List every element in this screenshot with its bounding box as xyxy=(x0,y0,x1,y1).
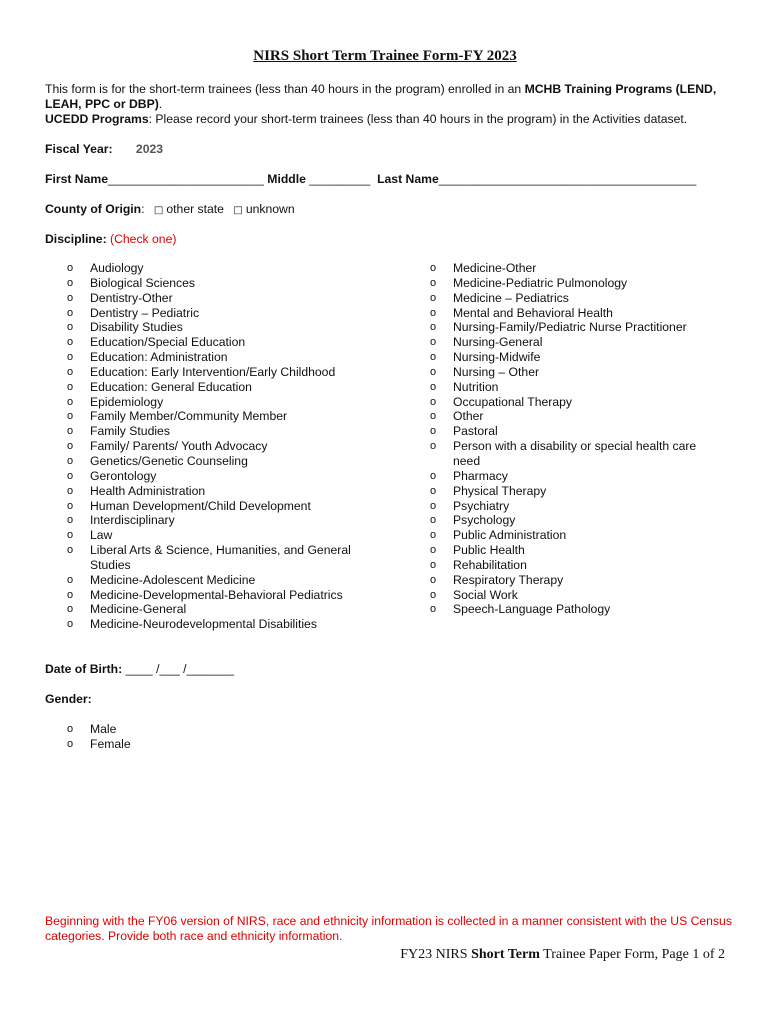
discipline-option[interactable] xyxy=(408,365,718,380)
radio-circle-icon[interactable]: o xyxy=(67,499,74,512)
radio-circle-icon[interactable]: o xyxy=(430,588,437,601)
discipline-option[interactable] xyxy=(408,573,718,588)
radio-circle-icon[interactable]: o xyxy=(430,351,437,364)
radio-circle-icon[interactable]: o xyxy=(67,484,74,497)
discipline-option-label: Family Studies xyxy=(90,424,170,439)
gender-option-label: Male xyxy=(90,722,117,736)
radio-circle-icon[interactable]: o xyxy=(430,440,437,453)
discipline-option-label: Law xyxy=(90,528,113,543)
discipline-option[interactable] xyxy=(408,424,718,439)
radio-circle-icon[interactable]: o xyxy=(67,262,74,274)
discipline-option[interactable] xyxy=(45,261,365,276)
radio-circle-icon[interactable]: o xyxy=(430,558,437,571)
discipline-option-label: Nursing-Family/Pediatric Nurse Practitioner xyxy=(453,320,687,335)
radio-circle-icon[interactable]: o xyxy=(430,573,437,586)
discipline-option[interactable] xyxy=(45,439,365,454)
county-option-unknown: unknown xyxy=(245,202,295,216)
radio-circle-icon[interactable]: o xyxy=(67,425,74,438)
discipline-option-label: Liberal Arts & Science, Humanities, and General Studies xyxy=(90,543,351,572)
discipline-option[interactable] xyxy=(45,276,365,291)
discipline-option[interactable] xyxy=(408,380,718,395)
discipline-option-label: Other xyxy=(453,409,484,424)
radio-circle-icon[interactable]: o xyxy=(430,484,437,497)
discipline-option[interactable] xyxy=(408,439,718,469)
discipline-option[interactable] xyxy=(45,350,365,365)
discipline-option-label: Nursing-General xyxy=(453,335,543,350)
discipline-option[interactable] xyxy=(45,513,365,528)
page-footer xyxy=(400,947,725,963)
gender-option-label: Female xyxy=(90,736,131,751)
discipline-option-label: Medicine-Adolescent Medicine xyxy=(90,572,256,587)
discipline-list-left xyxy=(45,261,365,632)
intro-text xyxy=(45,82,735,127)
radio-circle-icon[interactable]: o xyxy=(430,603,437,616)
radio-circle-icon[interactable]: o xyxy=(67,737,74,750)
radio-circle-icon[interactable]: o xyxy=(67,618,74,631)
radio-circle-icon[interactable]: o xyxy=(67,529,74,542)
discipline-option-label: Public Health xyxy=(453,543,525,558)
radio-circle-icon[interactable]: o xyxy=(67,588,74,601)
radio-circle-icon[interactable]: o xyxy=(67,306,74,319)
radio-circle-icon[interactable]: o xyxy=(430,544,437,557)
dob-label: Date of Birth: xyxy=(45,662,123,676)
discipline-option-label: Genetics/Genetic Counseling xyxy=(90,453,248,468)
gender-options xyxy=(45,722,245,752)
discipline-option-label: Health Administration xyxy=(90,483,206,498)
radio-circle-icon[interactable]: o xyxy=(430,410,437,423)
discipline-option[interactable] xyxy=(408,306,718,321)
discipline-list-right xyxy=(408,261,718,617)
discipline-option[interactable] xyxy=(408,469,718,484)
discipline-option-label: Mental and Behavioral Health xyxy=(453,305,613,320)
discipline-option[interactable] xyxy=(45,335,365,350)
radio-circle-icon[interactable]: o xyxy=(67,469,74,482)
discipline-option[interactable] xyxy=(45,588,365,603)
discipline-option[interactable] xyxy=(408,276,718,291)
radio-circle-icon[interactable]: o xyxy=(67,276,74,289)
discipline-option-label: Epidemiology xyxy=(90,394,164,409)
discipline-option[interactable] xyxy=(408,499,718,514)
dob-field[interactable]: ____ /___ /_______ xyxy=(125,662,235,676)
discipline-option-label: Nutrition xyxy=(453,379,499,394)
name-row xyxy=(45,172,696,186)
discipline-option[interactable] xyxy=(408,513,718,528)
radio-circle-icon[interactable]: o xyxy=(67,410,74,423)
radio-circle-icon[interactable]: o xyxy=(430,499,437,512)
discipline-option[interactable] xyxy=(45,409,365,424)
radio-circle-icon[interactable]: o xyxy=(67,514,74,527)
radio-circle-icon[interactable]: o xyxy=(67,395,74,408)
discipline-option-label: Dentistry-Other xyxy=(90,290,173,305)
discipline-option-label: Education: Early Intervention/Early Childhood xyxy=(90,364,336,379)
discipline-option[interactable] xyxy=(45,617,365,632)
discipline-option-label: Nursing – Other xyxy=(453,364,540,379)
gender-option[interactable] xyxy=(45,737,245,752)
discipline-option[interactable] xyxy=(408,350,718,365)
discipline-option-label: Education: General Education xyxy=(90,379,252,394)
gender-label: Gender: xyxy=(45,692,92,706)
discipline-option-label: Respiratory Therapy xyxy=(453,572,564,587)
discipline-option[interactable] xyxy=(45,424,365,439)
discipline-option[interactable] xyxy=(408,528,718,543)
gender-heading xyxy=(45,692,92,706)
discipline-option-label: Medicine-Developmental-Behavioral Pediatrics xyxy=(90,587,343,602)
discipline-option[interactable] xyxy=(45,365,365,380)
discipline-option-label: Family Member/Community Member xyxy=(90,409,288,424)
first-name-label: First Name xyxy=(45,172,108,186)
discipline-option-label: Biological Sciences xyxy=(90,275,196,290)
gender-option[interactable] xyxy=(45,722,245,737)
first-name-field[interactable]: _______________________ xyxy=(108,172,264,186)
radio-circle-icon[interactable]: o xyxy=(430,336,437,349)
intro-line1-end: . xyxy=(158,97,163,111)
intro-programs: MCHB Training Programs (LEND, LEAH, PPC or DBP) xyxy=(45,82,717,111)
county-option-other-state: other state xyxy=(166,202,224,216)
discipline-option-label: Audiology xyxy=(90,261,144,275)
discipline-option[interactable] xyxy=(45,543,365,573)
fiscal-year-label: Fiscal Year: xyxy=(45,142,113,156)
discipline-option-label: Psychology xyxy=(453,513,516,528)
discipline-option[interactable] xyxy=(408,543,718,558)
discipline-option[interactable] xyxy=(45,528,365,543)
radio-circle-icon[interactable]: o xyxy=(67,440,74,453)
last-name-label: Last Name xyxy=(377,172,439,186)
radio-circle-icon[interactable]: o xyxy=(67,603,74,616)
discipline-option[interactable] xyxy=(408,588,718,603)
discipline-option-label: Speech-Language Pathology xyxy=(453,602,611,617)
footer-bold: Short Term xyxy=(471,947,540,962)
footer-start: FY23 NIRS xyxy=(400,947,472,962)
intro-line1-start: This form is for the short-term trainees (less than 40 hours in the program) enrolled in an xyxy=(45,82,525,96)
county-colon: : xyxy=(141,202,145,216)
discipline-option-label: Disability Studies xyxy=(90,320,183,335)
radio-circle-icon[interactable]: o xyxy=(430,321,437,334)
discipline-option-label: Public Administration xyxy=(453,528,567,543)
discipline-option-label: Medicine-Neurodevelopmental Disabilities xyxy=(90,617,317,632)
radio-circle-icon[interactable]: o xyxy=(67,573,74,586)
discipline-option-label: Dentistry – Pediatric xyxy=(90,305,200,320)
discipline-option[interactable] xyxy=(45,484,365,499)
discipline-option-label: Medicine-General xyxy=(90,602,187,617)
radio-circle-icon[interactable]: o xyxy=(67,544,74,557)
discipline-option[interactable] xyxy=(408,291,718,306)
discipline-option-label: Medicine-Other xyxy=(453,261,537,275)
last-name-field[interactable]: ______________________________________ xyxy=(438,172,697,186)
radio-circle-icon[interactable]: o xyxy=(430,365,437,378)
county-row xyxy=(45,202,295,216)
discipline-option-label: Person with a disability or special health care need xyxy=(453,439,697,468)
discipline-option[interactable] xyxy=(45,380,365,395)
discipline-option-label: Nursing-Midwife xyxy=(453,350,541,365)
discipline-option[interactable] xyxy=(45,320,365,335)
discipline-option-label: Social Work xyxy=(453,587,518,602)
radio-circle-icon[interactable]: o xyxy=(430,291,437,304)
discipline-option-label: Psychiatry xyxy=(453,498,510,513)
radio-circle-icon[interactable]: o xyxy=(67,291,74,304)
discipline-option-label: Medicine – Pediatrics xyxy=(453,290,569,305)
discipline-option[interactable] xyxy=(408,320,718,335)
discipline-option-label: Medicine-Pediatric Pulmonology xyxy=(453,275,628,290)
discipline-option-label: Rehabilitation xyxy=(453,557,527,572)
intro-line2-rest: : Please record your short-term trainees (less than 40 hours in the program) in the Activities dataset. xyxy=(148,112,688,126)
discipline-option[interactable] xyxy=(408,558,718,573)
discipline-option-label: Gerontology xyxy=(90,468,157,483)
radio-circle-icon[interactable]: o xyxy=(430,395,437,408)
discipline-option[interactable] xyxy=(45,395,365,410)
discipline-option-label: Physical Therapy xyxy=(453,483,547,498)
discipline-heading xyxy=(45,232,176,246)
discipline-option[interactable] xyxy=(45,306,365,321)
middle-name-field[interactable]: _________ xyxy=(309,172,371,186)
discipline-option-label: Pharmacy xyxy=(453,468,508,483)
radio-circle-icon[interactable]: o xyxy=(67,351,74,364)
radio-circle-icon[interactable]: o xyxy=(430,262,437,274)
radio-circle-icon[interactable]: o xyxy=(67,365,74,378)
intro-ucedd: UCEDD Programs xyxy=(45,112,149,126)
discipline-option[interactable] xyxy=(408,261,718,276)
discipline-option-label: Education/Special Education xyxy=(90,335,246,350)
radio-circle-icon[interactable]: o xyxy=(67,723,74,735)
discipline-option[interactable] xyxy=(45,573,365,588)
radio-circle-icon[interactable]: o xyxy=(430,529,437,542)
form-title: NIRS Short Term Trainee Form-FY 2023 xyxy=(253,48,517,64)
county-label: County of Origin xyxy=(45,202,142,216)
discipline-option-label: Family/ Parents/ Youth Advocacy xyxy=(90,439,268,454)
discipline-option[interactable] xyxy=(45,469,365,484)
footer-end: Trainee Paper Form, Page 1 of 2 xyxy=(539,947,725,962)
radio-circle-icon[interactable]: o xyxy=(67,380,74,393)
radio-circle-icon[interactable]: o xyxy=(67,321,74,334)
discipline-option[interactable] xyxy=(45,602,365,617)
checkbox-icon[interactable]: □ xyxy=(233,205,243,216)
discipline-option[interactable] xyxy=(408,409,718,424)
radio-circle-icon[interactable]: o xyxy=(430,306,437,319)
radio-circle-icon[interactable]: o xyxy=(430,276,437,289)
discipline-option[interactable] xyxy=(45,454,365,469)
fiscal-year-row xyxy=(45,142,163,156)
radio-circle-icon[interactable]: o xyxy=(430,425,437,438)
radio-circle-icon[interactable]: o xyxy=(430,514,437,527)
discipline-option-label: Education: Administration xyxy=(90,350,228,365)
discipline-option[interactable] xyxy=(408,395,718,410)
discipline-option[interactable] xyxy=(45,291,365,306)
radio-circle-icon[interactable]: o xyxy=(430,469,437,482)
discipline-option-label: Pastoral xyxy=(453,424,498,439)
checkbox-icon[interactable]: □ xyxy=(153,205,164,216)
middle-name-label: Middle xyxy=(267,172,306,186)
discipline-option-label: Human Development/Child Development xyxy=(90,498,311,513)
discipline-option[interactable] xyxy=(45,499,365,514)
discipline-option-label: Interdisciplinary xyxy=(90,513,175,528)
dob-row xyxy=(45,662,234,676)
radio-circle-icon[interactable]: o xyxy=(430,380,437,393)
discipline-option[interactable] xyxy=(408,484,718,499)
radio-circle-icon[interactable]: o xyxy=(67,454,74,467)
discipline-option-label: Occupational Therapy xyxy=(453,394,573,409)
radio-circle-icon[interactable]: o xyxy=(67,336,74,349)
race-ethnicity-note: Beginning with the FY06 version of NIRS, race and ethnicity information is collected in a manner consistent with the US Census categories. Provide both race and ethnicity information. xyxy=(45,914,732,943)
discipline-note: (Check one) xyxy=(110,232,177,246)
discipline-option[interactable] xyxy=(408,335,718,350)
fiscal-year-value: 2023 xyxy=(135,142,164,156)
discipline-option[interactable] xyxy=(408,602,718,617)
discipline-label: Discipline: xyxy=(45,232,107,246)
